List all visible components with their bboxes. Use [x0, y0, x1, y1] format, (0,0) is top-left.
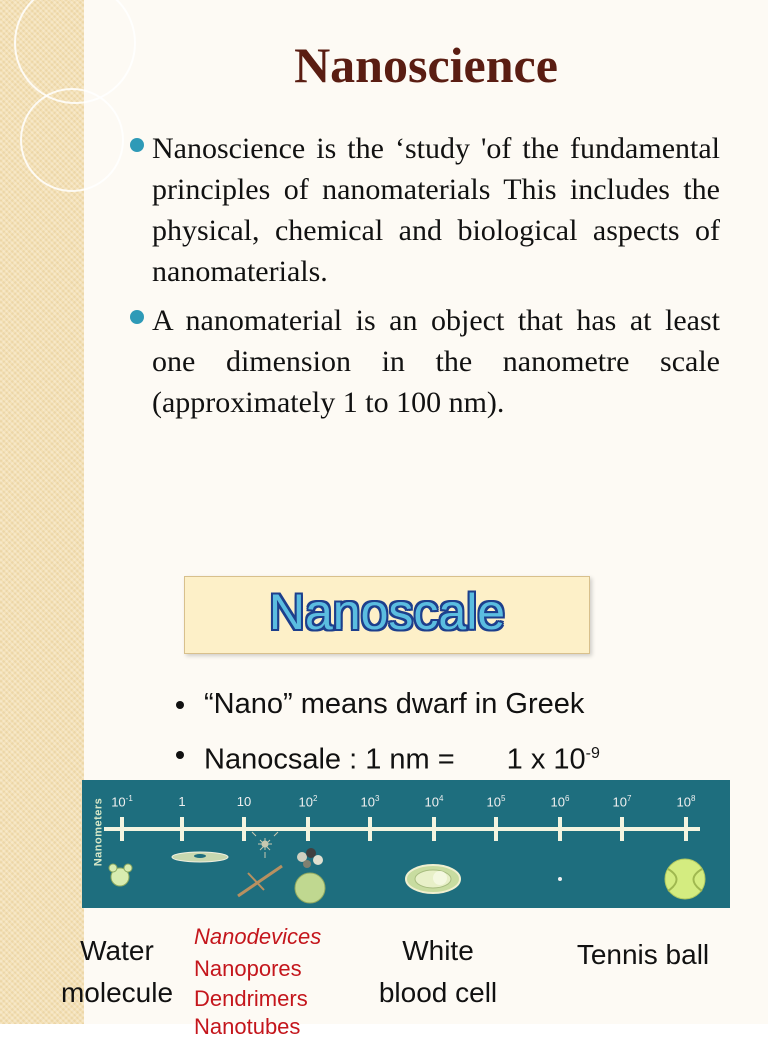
- nanodevice-item: Nanotubes: [194, 1014, 301, 1039]
- caption-water-molecule: [56, 930, 178, 1014]
- scale-prefix: Nanocsale : 1 nm =: [204, 743, 455, 776]
- bullet-item: [128, 128, 720, 292]
- tennis-ball-icon: [665, 859, 705, 899]
- caption-line: blood cell: [378, 977, 498, 1008]
- scale-illustrations: [82, 780, 730, 908]
- dendrimer-icon: [252, 832, 278, 858]
- slide-title: Nanoscience: [294, 37, 558, 93]
- caption-line: White: [402, 935, 474, 966]
- scale-value: 1 x 10: [506, 743, 586, 776]
- white-blood-cell-icon: [406, 865, 460, 893]
- water-molecule-icon: [109, 864, 132, 886]
- bullet-text: A nanomaterial is an object that has at least one dimension in the nanometre scale (approximately 1 to 100 nm).: [152, 304, 720, 419]
- caption-white-blood-cell: [372, 930, 504, 1014]
- nanodevices-title: Nanodevices: [194, 924, 322, 949]
- tick-label: $10^6$: [550, 794, 570, 810]
- nanoscale-heading-box: [184, 576, 590, 654]
- sub-bullet-scale: [176, 734, 600, 784]
- bullet-item: [128, 300, 720, 423]
- tick-label: $10^2$: [298, 794, 318, 810]
- decorative-ring-mid: [20, 88, 124, 192]
- bullet-text: Nanoscience is the ‘study 'of the fundamental principles of nanomaterials This includes the physical, chemical and biological aspects of nanomaterials.: [152, 132, 720, 288]
- scale-exponent: -9: [585, 745, 600, 762]
- sub-bullet-nano-meaning: [176, 684, 600, 734]
- caption-line: molecule: [60, 977, 174, 1008]
- caption-tennis-ball: Tennis ball: [576, 939, 710, 970]
- bacterium-icon: [295, 873, 325, 903]
- bullet-dot-icon: [130, 310, 144, 324]
- virus-cluster-icon: [297, 848, 323, 868]
- nanoscale-bullets: [176, 684, 600, 784]
- nanometer-scale-chart: [82, 780, 730, 908]
- caption-line: Water: [80, 935, 154, 966]
- tick-label: $10^7$: [612, 794, 632, 810]
- nanoscale-heading: Nanoscale: [268, 584, 506, 640]
- nanopore-icon: [172, 852, 228, 862]
- tick-label: $10^4$: [424, 794, 444, 810]
- tick-label: $10^8$: [676, 794, 696, 810]
- nanodevice-item: Nanopores: [194, 956, 302, 981]
- small-dot-icon: [558, 877, 562, 881]
- tick-label: $10^5$: [486, 794, 506, 810]
- tick-label: 1: [178, 794, 186, 809]
- bullet-list: [128, 128, 720, 431]
- tick-label: $10^3$: [360, 794, 380, 810]
- axis-label: Nanometers: [92, 797, 105, 867]
- tick-label: $10^{-1}$: [111, 794, 133, 810]
- bullet-dot-icon: [130, 138, 144, 152]
- nanotube-icon: [238, 866, 282, 896]
- sub-bullet-text: “Nano” means dwarf in Greek: [204, 688, 585, 720]
- nanodevice-item: Dendrimers: [194, 986, 308, 1011]
- tick-label: 10: [236, 794, 252, 809]
